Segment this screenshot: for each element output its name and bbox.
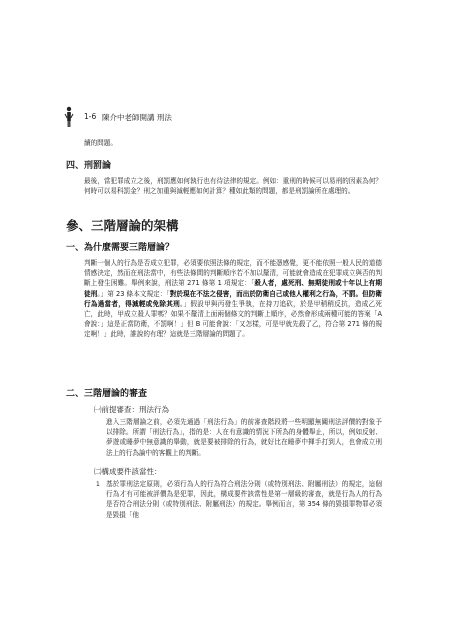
article-23-quote: 對於現在不法之侵害，而出於防衛自己或他人權利之行為，不罰。但防衛行為過當者，得減輕或免除其刑 — [84, 289, 383, 308]
section-4-heading: 四、刑罰論 — [66, 161, 112, 171]
subsection-1-heading: 一、為什麼需要三階層論？ — [66, 243, 175, 253]
person-figure-icon — [64, 106, 74, 128]
article-271-quote: 殺人者，處死刑、無期徒刑或十年以上有期徒刑 — [84, 279, 382, 298]
running-title: 陳介中老師開講 刑法 — [102, 113, 172, 122]
page-number: 1-6 — [84, 112, 97, 121]
item-1-body: 進入三階層論之前，必須先通過「刑法行為」的前審查階段將一些明顯無關刑法評價的對象予以排除。所謂「刑法行為」，指的是：人在有意識的情況下所為的身體舉止，所以，例如反射、夢遊或睡夢中無意識的舉動，就是要被排除的行為，就好比在睡夢中揮手打到人，也會成立刑法上的行為論中的客觀上的判斷。 — [106, 418, 382, 457]
item-1-heading: ㈠前提審查：刑法行為 — [94, 405, 169, 414]
subsection-2-heading: 二、三階層論的審查 — [66, 389, 148, 399]
continuation-text: 續的問題。 — [84, 139, 117, 147]
section-4-body: 最後，當犯罪成立之後，刑罰應如何執行也有待法律的規定。例如：重刑的時候可以易刑的因素為何？何時可以易科罰金？刑之加重與減輕應如何計算？種如此類的問題，都是刑罰論所在處理的。 — [84, 177, 382, 196]
item-2-body: 基於罪刑法定原則，必須行為人的行為符合刑法分則（或特別刑法、附屬刑法）的規定，這個行為才有可能被評價為是犯罪，因此，構成要件該當性是第一層級的審查，就是行為人的行為是否符合刑法分則（或特別刑法、附屬刑法）的規定。舉例而言，第 354 條的毀損罪物罪必須是毀損「他 — [106, 480, 382, 519]
item-2-number: 1 — [96, 481, 100, 488]
part-3-heading: 參、三階層論的架構 — [66, 218, 179, 233]
item-2-heading: ㈡構成要件該當性： — [94, 467, 162, 476]
running-header — [64, 110, 394, 126]
subsection-1-body: 判斷一個人的行為是否成立犯罪，必須要依照法條的規定，而不能憑感覺，更不能依照一般人民的道德情感決定，然而在刑法當中，有些法條間的判斷順序若不加以釐清，可能就會造成在犯罪成立與否的判斷上發生困難。舉例來說，刑法第 271 條第 1 項規定：「殺人者，處死刑、無期徒刑或十年以上有期徒刑。」第 23 條本文規定：「對於現在不法之侵害，而出於防衛自己或他人權利之行為，不罰。但防衛行為過當者，得減輕或免除其刑。」假設甲與丙發生爭執，在持刀追砍，於是甲稍稍反抗，造成乙死亡，此時，甲成立殺人罪嗎？如果不釐清上面兩個條文的判斷上順序，必然會形成兩種可能的答案「A 會說：」這是正當防衛，不罰啊！」但 B 可能會說：「又怎樣，可是甲就先殺了乙，符合第 271 條的規定啊！」此時，誰說的有理？這就是三階層論的問題了。 — [84, 259, 383, 339]
